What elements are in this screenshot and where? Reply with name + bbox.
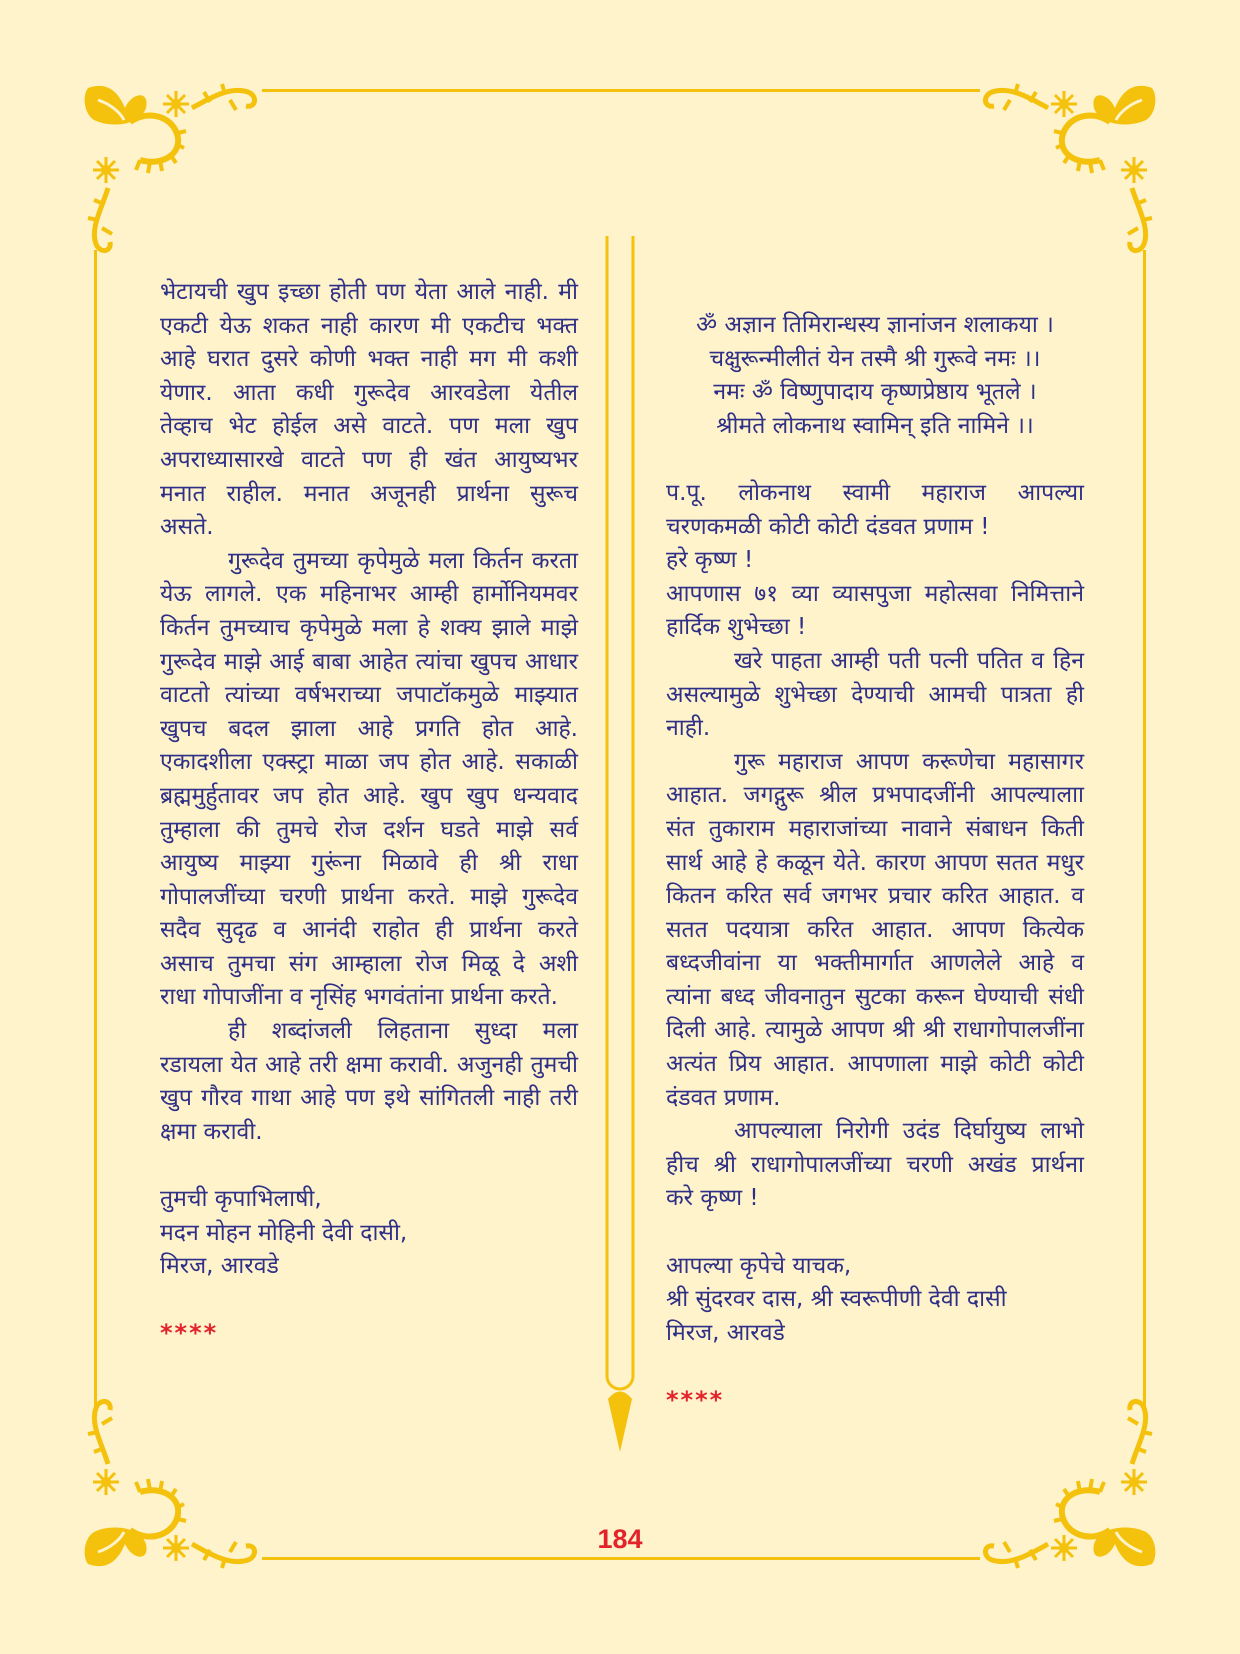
text-line: क्षमा करावी. <box>160 1118 263 1145</box>
paragraph <box>666 1115 1084 1216</box>
text-line: आपणास ७१ व्या व्यासपुजा महोत्सवा निमित्ताने <box>666 580 1084 607</box>
signature-line: श्री सुंदरवर दास, श्री स्वरूपीणी देवी दासी <box>666 1286 1007 1313</box>
text-line: कितन करित सर्व जगभर प्रचार करित आहात. व <box>666 883 1084 910</box>
text-line: गुरूदेव माझे आई बाबा आहेत त्यांचा खुपच आधार <box>160 648 578 675</box>
signature-line: मिरज, आरवडे <box>666 1319 785 1346</box>
shloka-line: नमः ॐ विष्णुपादाय कृष्णप्रेष्ठाय भूतले । <box>713 379 1037 406</box>
paragraph <box>666 746 1084 1116</box>
end-mark: **** <box>666 1386 725 1414</box>
signature-line: मदन मोहन मोहिनी देवी दासी, <box>160 1219 408 1246</box>
corner-ornament-bottom-left <box>80 1394 260 1574</box>
text-line: भेटायची खुप इच्छा होती पण येता आले नाही. मी <box>160 279 578 305</box>
text-line: संत तुकाराम महाराजांच्या नावाने संबाधन किती <box>666 815 1084 842</box>
frame-bottom-line <box>262 1557 980 1560</box>
text-line: त्यांना बध्द जीवनातुन सुटका करून घेण्याची संधी <box>666 983 1084 1010</box>
spacer <box>666 1350 1084 1384</box>
text-line: राधा गोपाजींना व नृसिंह भगवंतांना प्रार्थना करते. <box>160 984 558 1011</box>
signature-block <box>160 1183 578 1284</box>
end-mark: **** <box>160 1319 219 1348</box>
paragraph <box>160 545 578 1015</box>
paragraph <box>666 645 1084 746</box>
text-line: दिली आहे. त्यामुळे आपण श्री श्री राधागोपालजींना <box>666 1017 1084 1044</box>
text-line: गोपालजींच्या चरणी प्रार्थना करते. माझे गुरूदेव <box>160 883 578 910</box>
text-line: सार्थ आहे हे कळून येते. कारण आपण सतत मधुर <box>666 849 1084 876</box>
paragraph <box>666 578 1084 645</box>
text-line: हीच श्री राधागोपालजींच्या चरणी अखंड प्रार्थना <box>666 1151 1084 1178</box>
signature-block <box>666 1250 1084 1351</box>
text-line: असते. <box>160 514 214 541</box>
corner-ornament-top-right <box>980 78 1160 258</box>
text-line: अपराध्यासारखे वाटते पण ही खंत आयुष्यभर <box>160 446 578 473</box>
signature-line: तुमची कृपाभिलाषी, <box>160 1186 322 1213</box>
spacer <box>160 1149 578 1183</box>
text-line: बध्दजीवांना या भक्तीमार्गात आणलेले आहे व <box>666 950 1084 977</box>
text-line: आहात. जगद्गुरू श्रील प्रभपादजींनी आपल्यालाा <box>666 782 1084 809</box>
spacer <box>160 1284 578 1318</box>
text-line: आहे घरात दुसरे कोणी भक्त नाही मग मी कशी <box>160 346 578 373</box>
spacer <box>666 443 1084 477</box>
paragraph <box>160 276 578 545</box>
text-line: खुपच बदल झाला आहे प्रगति होत आहे. <box>160 715 578 742</box>
shloka-block <box>666 309 1084 443</box>
text-line: वाटतो त्यांच्या वर्षभराच्या जपाटॉकमुळे माझ्यात <box>160 682 578 709</box>
page-number: 184 <box>597 1524 643 1554</box>
signature-line: मिरज, आरवडे <box>160 1253 279 1280</box>
text-line: ब्रह्ममुर्हुतावर जप होत आहे. खुप खुप धन्यवाद <box>160 782 578 809</box>
spacer <box>666 1216 1084 1250</box>
shloka-line: ॐ अज्ञान तिमिरान्धस्य ज्ञानांजन शलाकया । <box>696 312 1054 338</box>
text-line: ही शब्दांजली लिहताना सुध्दा मला <box>228 1018 578 1045</box>
frame-top-line <box>262 89 980 92</box>
text-line: आपल्याला निरोगी उदंड दिर्घायुष्य लाभो <box>734 1118 1084 1145</box>
text-line: चरणकमळी कोटी कोटी दंडवत प्रणाम ! <box>666 513 990 540</box>
text-line: एकादशीला एक्स्ट्रा माळा जप होत आहे. सकाळी <box>160 749 578 776</box>
corner-ornament-top-left <box>80 78 260 258</box>
shloka-line: श्रीमते लोकनाथ स्वामिन् इति नामिने ।। <box>716 412 1034 439</box>
text-line: गुरू महाराज आपण करूणेचा महासागर <box>734 748 1084 775</box>
corner-ornament-bottom-right <box>980 1394 1160 1574</box>
text-line: तुम्हाला की तुमचे रोज दर्शन घडते माझे सर्व <box>160 816 578 843</box>
shloka-line: चक्षुरून्मीलीतं येन तस्मै श्री गुरूवे नमः ।। <box>709 345 1041 372</box>
text-line: मनात राहील. मनात अजूनही प्रार्थना सुरूच <box>160 480 578 507</box>
text-line: असल्यामुळे शुभेच्छा देण्याची आमची पात्रता ही <box>666 681 1084 708</box>
text-line: आयुष्य माझ्या गुरूंना मिळावे ही श्री राधा <box>160 850 578 877</box>
text-line: खरे पाहता आम्ही पती पत्नी पतित व हिन <box>734 647 1084 674</box>
paragraph <box>666 477 1084 544</box>
paragraph <box>160 1015 578 1149</box>
text-line: करे कृष्ण ! <box>666 1185 759 1212</box>
tilak-drop-icon <box>608 1392 632 1453</box>
text-line: असाच तुमचा संग आम्हाला रोज मिळू दे अशी <box>160 950 578 977</box>
left-column <box>160 276 578 1351</box>
text-line: प.पू. लोकनाथ स्वामी महाराज आपल्या <box>666 479 1084 506</box>
text-line: येणार. आता कधी गुरूदेव आरवडेला येतील <box>160 379 578 406</box>
text-line: खुप गौरव गाथा आहे पण इथे सांगितली नाही तरी <box>160 1085 578 1112</box>
text-line: हरे कृष्ण ! <box>666 547 754 574</box>
text-line: रडायला येत आहे तरी क्षमा करावी. अजुनही तुमची <box>160 1051 578 1078</box>
signature-line: आपल्या कृपेचे याचक, <box>666 1252 852 1279</box>
text-line: तेव्हाच भेट होईल असे वाटते. पण मला खुप <box>160 413 578 440</box>
text-line: गुरूदेव तुमच्या कृपेमुळे मला किर्तन करता <box>228 547 578 574</box>
text-line: नाही. <box>666 715 711 742</box>
text-line: अत्यंत प्रिय आहात. आपणाला माझे कोटी कोटी <box>666 1051 1084 1078</box>
text-line: येऊ लागले. एक महिनाभर आम्ही हार्मोनियमवर <box>160 581 578 608</box>
tilak-divider <box>600 236 640 1456</box>
text-line: किर्तन तुमच्याच कृपेमुळे मला हे शक्य झाले माझे <box>160 614 578 641</box>
frame-right-line <box>1143 250 1146 1406</box>
frame-left-line <box>94 250 97 1406</box>
text-line: दंडवत प्रणाम. <box>666 1084 781 1111</box>
paragraph <box>666 544 1084 578</box>
text-line: हार्दिक शुभेच्छा ! <box>666 614 807 641</box>
right-column <box>666 309 1084 1418</box>
text-line: सतत पदयात्रा करित आहात. आपण कित्येक <box>666 916 1084 943</box>
text-line: सदैव सुदृढ व आनंदी राहोत ही प्रार्थना करते <box>160 917 578 944</box>
text-line: एकटी येऊ शकत नाही कारण मी एकटीच भक्त <box>160 312 578 339</box>
